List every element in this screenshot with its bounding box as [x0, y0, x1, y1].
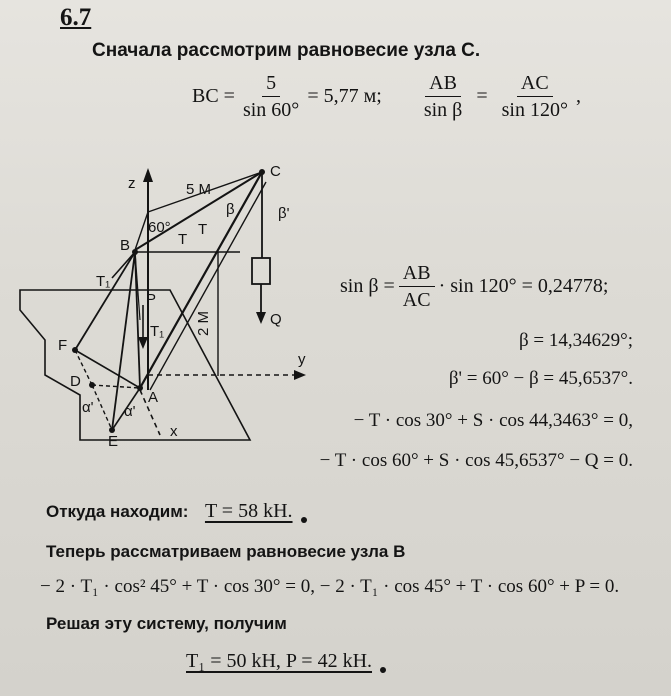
sin-beta-fraction [399, 262, 435, 311]
sine-rule-right [498, 72, 572, 121]
solving-text: Решая эту систему, получим [46, 614, 287, 633]
load-box [252, 258, 270, 284]
label-z: z [128, 175, 136, 192]
sine-rule-sin120: sin 120° [501, 99, 568, 121]
bc-numerator: 5 [262, 72, 280, 97]
sin-beta-eq [340, 262, 608, 311]
label-x: x [170, 423, 178, 440]
label-beta-prime: β' [278, 205, 290, 222]
label-60: 60° [148, 219, 171, 236]
label-d: D [70, 373, 81, 390]
boom-ac-edge [150, 182, 266, 390]
p-force-arrow [138, 337, 148, 349]
intro-text: Сначала рассмотрим равновесие узла С. [92, 40, 481, 61]
line-da [92, 385, 140, 388]
boom-ac [140, 172, 262, 388]
leg-ba [135, 252, 140, 388]
leg-bf [75, 252, 135, 350]
label-p: P [146, 291, 157, 308]
found-row [46, 500, 307, 523]
sine-rule-ac: AC [517, 72, 553, 97]
found-value: T = 58 kH. [204, 500, 293, 522]
label-alpha-2: α' [124, 403, 136, 420]
sin-beta-lhs: sin β = [340, 275, 395, 297]
label-t-a: T [178, 231, 188, 248]
problem-number: 6.7 [60, 4, 92, 31]
sin-beta-num: AB [399, 262, 435, 287]
sine-rule-left [420, 72, 467, 121]
sine-rule-tail: , [575, 85, 581, 107]
label-2m: 2 M [195, 310, 212, 336]
label-y: y [298, 351, 306, 368]
label-c: C [270, 163, 281, 180]
point-f [72, 347, 78, 353]
sin-beta-den: AC [402, 289, 431, 311]
system-eq: − 2 · T₁ · cos² 45° + T · cos 30° = 0, − 2 · T₁ · cos 45° + T · cos 60° + P = 0. [40, 576, 620, 597]
structure-diagram [0, 140, 320, 460]
eq-2: − T · cos 60° + S · cos 45,6537° − Q = 0. [319, 450, 633, 471]
label-q: Q [270, 311, 282, 328]
label-t1-mid: T₁ [150, 323, 165, 340]
label-b: B [120, 237, 131, 254]
sin-beta-rest: · sin 120° = 0,24778; [438, 275, 609, 297]
bc-formula: BC = $\frac{5}{\sin 60^\circ}$ = 5,77 м; $\frac{AB}{\text{sin β}}$ = $\frac{AC}{\sin 120^\circ}$ , [192, 72, 581, 121]
answer-row [186, 650, 386, 673]
beta-prime-eq: β' = 60° − β = 45,6537°. [448, 368, 633, 389]
label-e: E [108, 433, 119, 450]
label-a: A [148, 389, 159, 406]
point-a [137, 385, 143, 391]
point-d [89, 382, 95, 388]
beta-eq: β = 14,34629°; [518, 330, 633, 351]
bc-result: = 5,77 м; [307, 85, 382, 107]
z-arrow [143, 168, 153, 182]
sine-rule-ab: AB [425, 72, 461, 97]
point-b [132, 249, 138, 255]
end-dot [301, 517, 307, 523]
point-c [259, 169, 265, 175]
answer-dot [380, 667, 386, 673]
answer-value: T₁ = 50 kH, P = 42 kH. [186, 650, 373, 672]
node-b-text: Теперь рассматриваем равновесие узла В [46, 542, 406, 561]
bc-denominator: sin 60° [242, 99, 300, 121]
label-t1-left: T₁ [96, 273, 111, 290]
bc-lhs: BC = [192, 85, 235, 107]
load-arrow [256, 312, 266, 324]
label-5m: 5 M [186, 181, 212, 198]
label-f: F [58, 337, 68, 354]
y-arrow [294, 370, 306, 380]
line-de [92, 385, 112, 430]
eq-1: − T · cos 30° + S · cos 44,3463° = 0, [353, 410, 633, 431]
label-t-b: T [198, 221, 208, 238]
label-beta: β [226, 201, 235, 218]
found-label: Откуда находим: [46, 502, 189, 521]
label-alpha-1: α' [82, 399, 94, 416]
bc-fraction [239, 72, 303, 121]
sine-rule-sinb: sin β [423, 99, 463, 121]
